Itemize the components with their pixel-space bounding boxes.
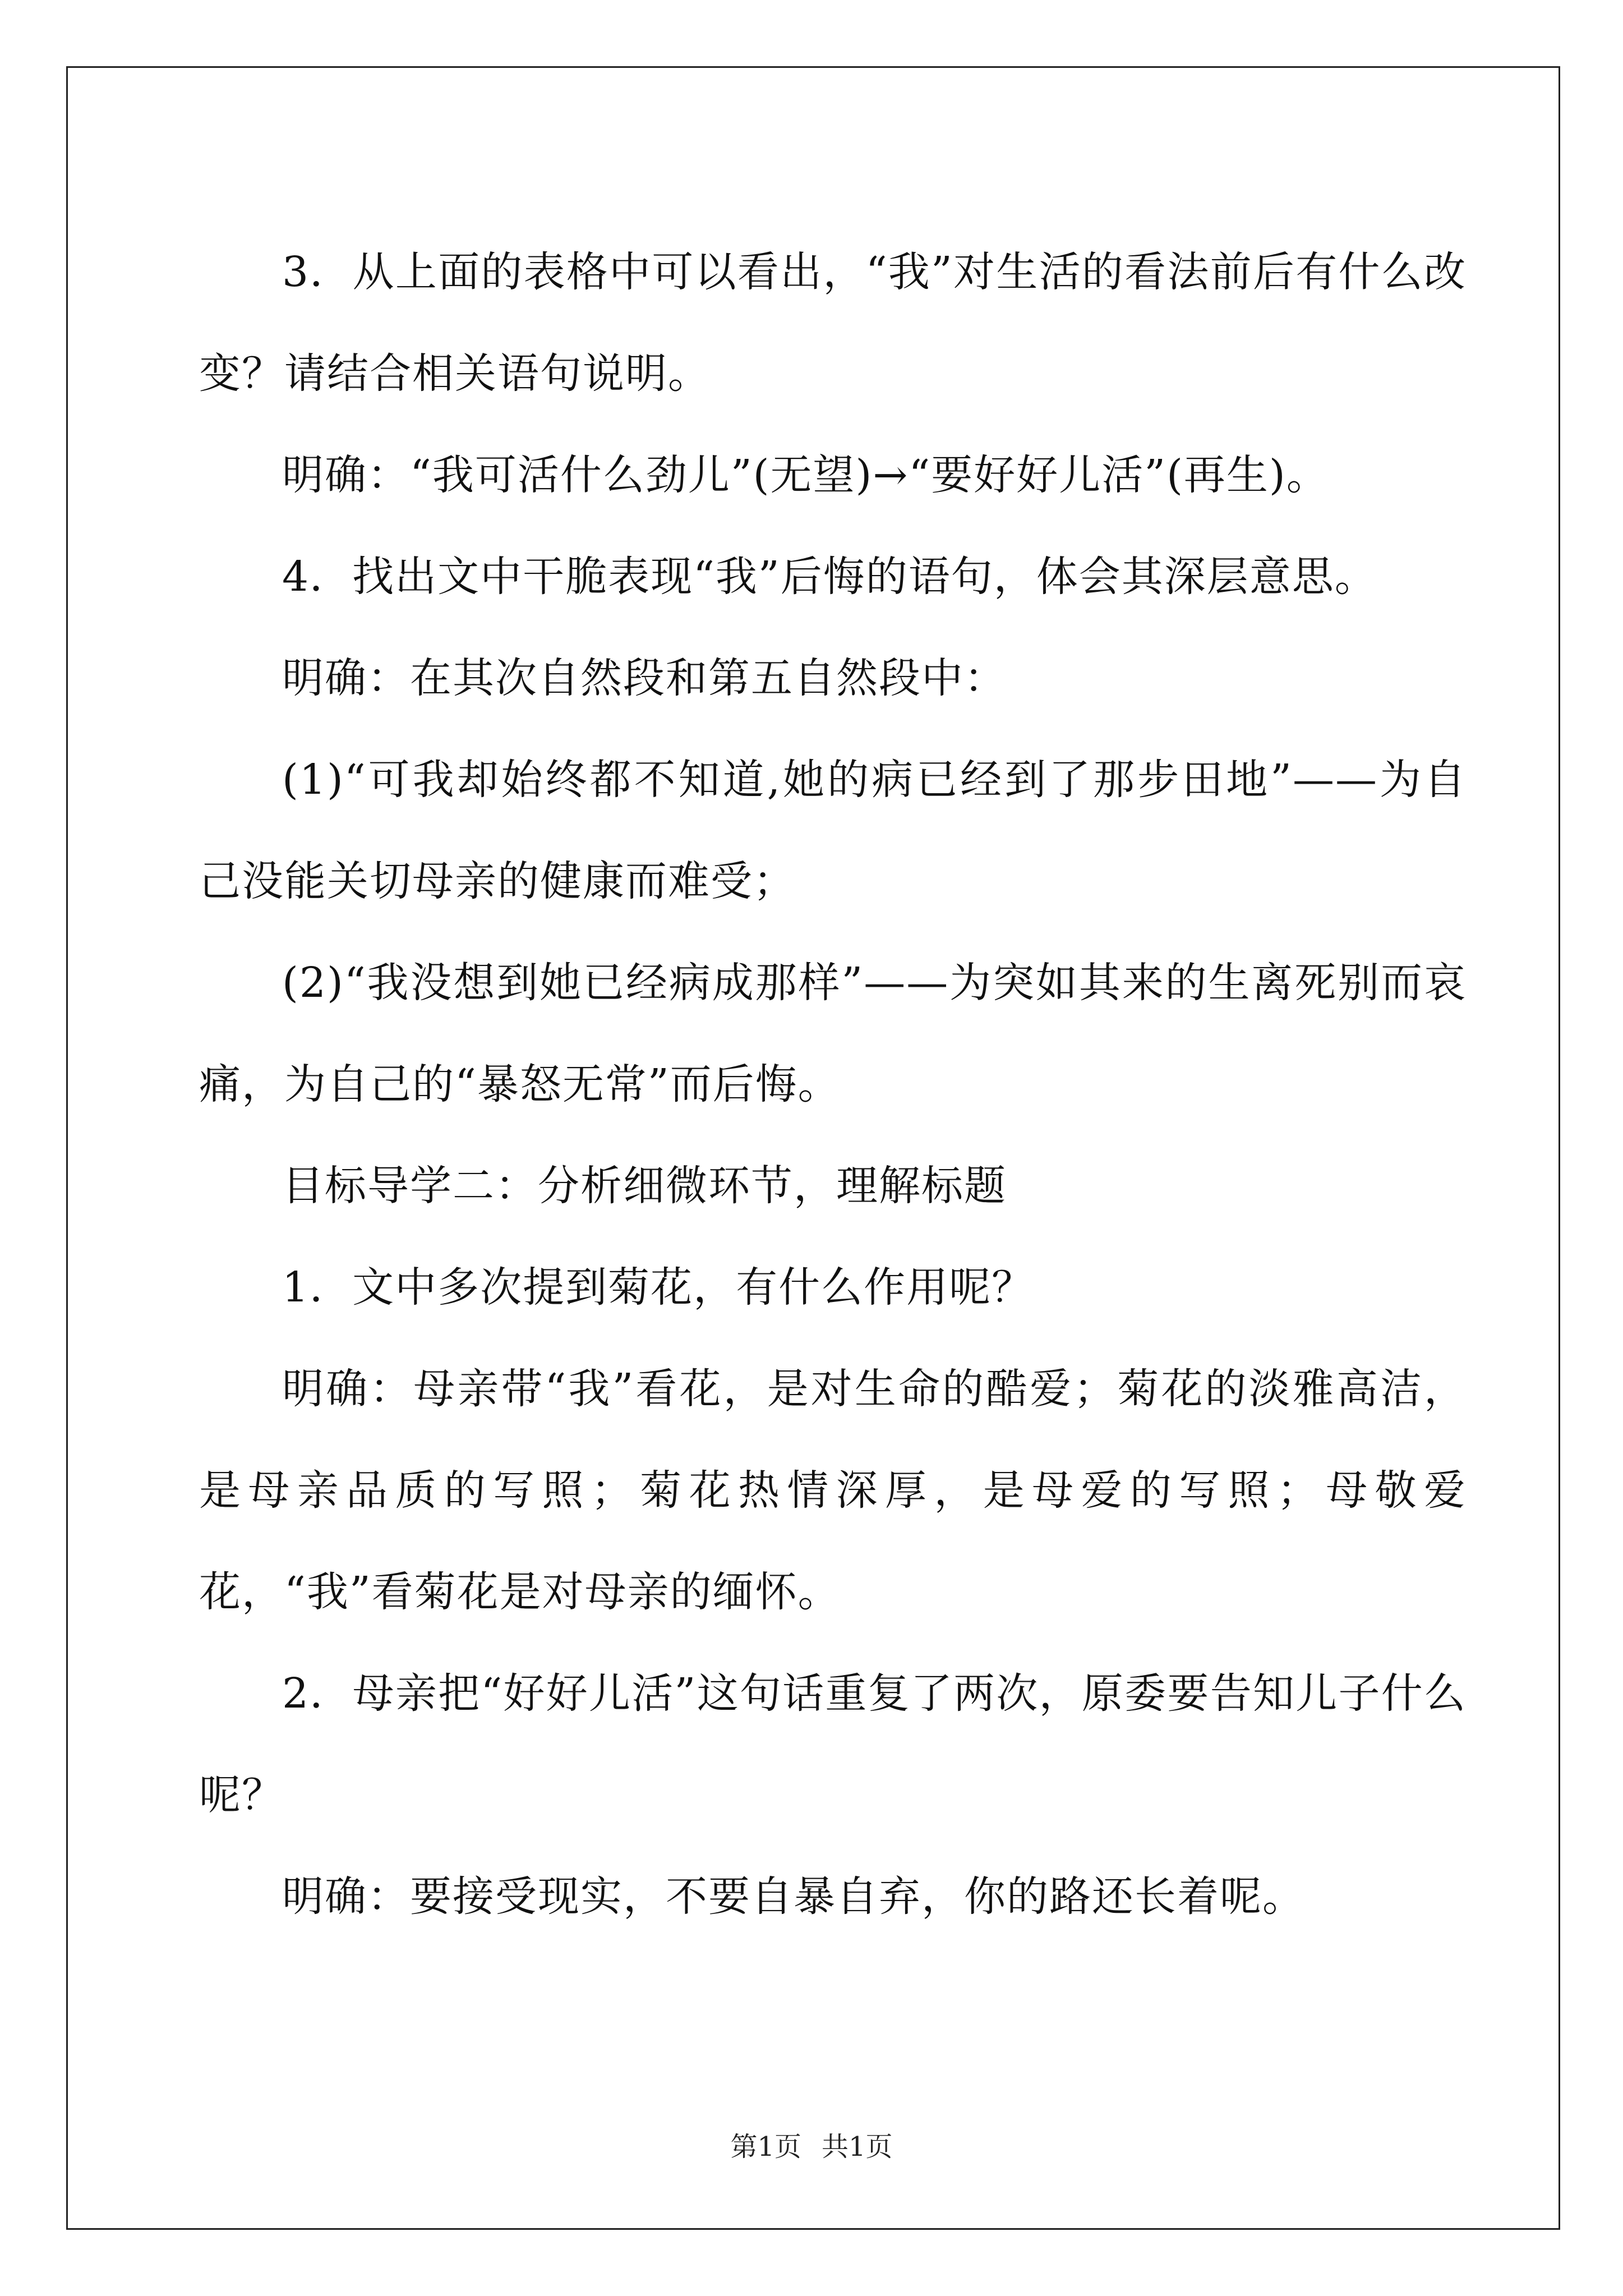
page-number-total: 共1页: [822, 2131, 893, 2162]
document-body: [199, 222, 1467, 1948]
paragraph-answer-3: 明确：“我可活什么劲儿”(无望)→“要好好儿活”(再生)。: [282, 451, 1329, 499]
paragraph-item-2: (2)“我没想到她已经病成那样”——为突如其来的生离死别而哀痛，为自己的“暴怒无常”而后悔。: [199, 959, 1467, 1108]
paragraph-item-1: (1)“可我却始终都不知道,她的病已经到了那步田地”——为自己没能关切母亲的健康而难受；: [199, 756, 1467, 905]
page-number-current: 第1页: [730, 2131, 801, 2162]
paragraph-question-2: 2．母亲把“好好儿活”这句话重复了两次，原委要告知儿子什么呢？: [199, 1669, 1467, 1819]
paragraph-answer-1: 明确：母亲带“我”看花，是对生命的酷爱；菊花的淡雅高洁，是母亲品质的写照；菊花热情深厚，是母爱的写照；母敬爱花，“我”看菊花是对母亲的缅怀。: [199, 1365, 1467, 1616]
paragraph-answer-2: 明确：要接受现实，不要自暴自弃，你的路还长着呢。: [282, 1872, 1305, 1921]
paragraph-question-4: 4．找出文中干脆表现“我”后悔的语句，体会其深层意思。: [282, 553, 1377, 601]
paragraph-question-1: 1．文中多次提到菊花，有什么作用呢？: [282, 1263, 1035, 1312]
paragraph-answer-4: 明确：在其次自然段和第五自然段中：: [282, 654, 1007, 702]
paragraph-question-3: 3．从上面的表格中可以看出，“我”对生活的看法前后有什么改变？请结合相关语句说明。: [199, 248, 1467, 398]
page-footer: [0, 2130, 1623, 2164]
section-heading-goal-2: 目标导学二：分析细微环节，理解标题: [282, 1162, 1007, 1210]
